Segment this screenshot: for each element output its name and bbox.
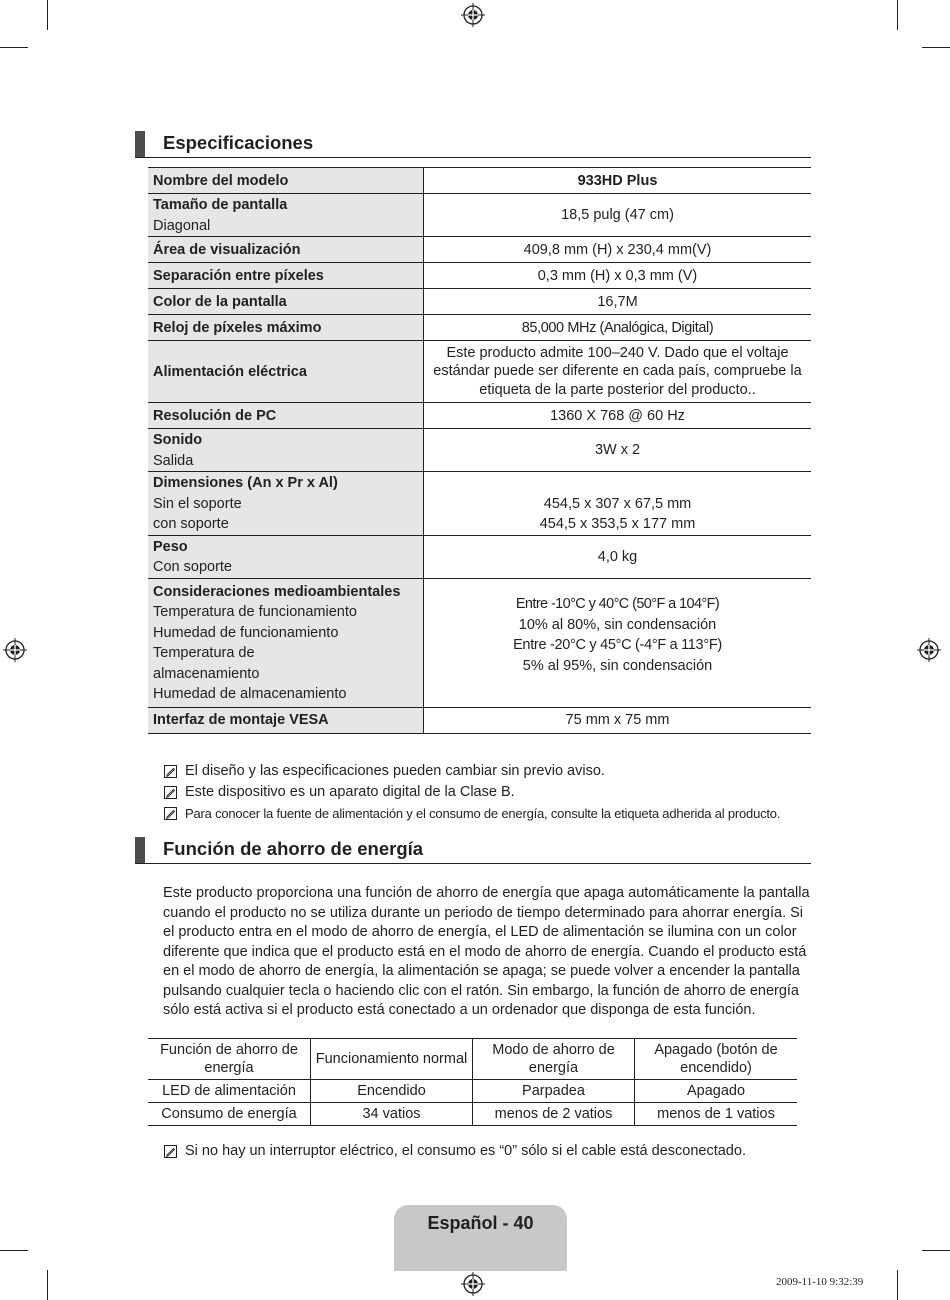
table-row (148, 263, 811, 289)
table-header-cell: Funcionamiento normal (311, 1039, 473, 1080)
note-icon (164, 765, 177, 778)
specs-heading: Especificaciones (163, 132, 314, 153)
registration-mark-icon (3, 638, 27, 662)
table-row (148, 578, 811, 707)
table-cell: Consumo de energía (148, 1103, 311, 1126)
print-timestamp: 2009-11-10 9:32:39 (776, 1276, 864, 1288)
note-text: Para conocer la fuente de alimentación y el consumo de energía, consulte la etiqueta adherida al producto. (185, 806, 781, 821)
page-number-tab (394, 1205, 567, 1271)
spec-label: Color de la pantalla (153, 293, 287, 310)
section-bar (135, 131, 145, 157)
note-icon (164, 807, 177, 820)
note-item (164, 1143, 746, 1159)
table-cell: LED de alimentación (148, 1080, 311, 1103)
table-row (148, 341, 811, 403)
note-icon (164, 786, 177, 799)
table-row (148, 535, 811, 578)
registration-mark-icon (461, 1272, 485, 1296)
registration-mark-icon (461, 3, 485, 27)
crop-mark (0, 47, 28, 48)
note-icon (164, 1145, 177, 1158)
crop-mark (897, 0, 898, 30)
spec-value: Este producto admite 100–240 V. Dado que el voltaje estándar puede ser diferente en cada país, compruebe la etiqueta de la parte posterior del producto.. (424, 341, 812, 403)
table-row (148, 1039, 797, 1080)
spec-label: Interfaz de montaje VESA (153, 712, 329, 729)
note-text: Si no hay un interruptor eléctrico, el consumo es “0” sólo si el cable está desconectado. (185, 1143, 746, 1159)
table-row (148, 315, 811, 341)
spec-label: Nombre del modelo (153, 172, 289, 189)
spec-value: 933HD Plus (577, 172, 658, 189)
table-row (148, 429, 811, 472)
spec-value: Entre -20°C y 45°C (-4°F a 113°F) (513, 637, 722, 653)
power-saving-table (148, 1038, 797, 1126)
spec-label: Alimentación eléctrica (153, 363, 307, 380)
spec-sublabel: Humedad de funcionamiento (153, 624, 339, 641)
spec-value: Entre -10°C y 40°C (50°F a 104°F) (515, 596, 720, 612)
spec-sublabel: Sin el soporte (153, 495, 242, 512)
spec-value: 409,8 mm (H) x 230,4 mm(V) (424, 237, 812, 263)
spec-sublabel: Humedad de almacenamiento (153, 686, 347, 702)
spec-sublabel: Con soporte (153, 559, 232, 575)
note-text: Este dispositivo es un aparato digital de la Clase B. (185, 784, 515, 800)
crop-mark (47, 1270, 48, 1300)
spec-label: Peso (153, 538, 188, 555)
note-item (164, 763, 605, 779)
spec-label: Separación entre píxeles (153, 267, 324, 284)
table-cell: Parpadea (473, 1080, 635, 1103)
section-bar (135, 837, 145, 863)
spec-value: 85,000 MHz (Analógica, Digital) (424, 315, 812, 341)
spec-sublabel: Salida (153, 452, 194, 469)
table-cell: Apagado (635, 1080, 798, 1103)
spec-value: 0,3 mm (H) x 0,3 mm (V) (424, 263, 812, 289)
spec-sublabel: Diagonal (153, 217, 211, 234)
table-header-cell: Apagado (botón de encendido) (635, 1039, 798, 1080)
table-cell: Encendido (311, 1080, 473, 1103)
spec-value: 4,0 kg (424, 535, 812, 578)
power-saving-paragraph: Este producto proporciona una función de ahorro de energía que apaga automáticamente la pantalla cuando el producto no se utiliza durante un periodo de tiempo determinado para ahorrar energía. Si el producto entra en el modo de ahorro de energía, el LED de alimentación se ilumina con un color diferente que indica que el producto está en el modo de ahorro de energía. Cuando el producto está en el modo de ahorro de energía, la alimentación se apaga; se puede volver a encender la pantalla pulsando cualquier tecla o haciendo clic con el ratón. Sin embargo, la función de ahorro de energía sólo está activa si el producto está conectado a un ordenador que disponga de esta función. (163, 885, 810, 1018)
page-label: Español - 40 (427, 1213, 534, 1233)
table-row (148, 472, 811, 536)
table-cell: menos de 1 vatios (635, 1103, 798, 1126)
crop-mark (47, 0, 48, 30)
spec-value: 18,5 pulg (47 cm) (424, 194, 812, 237)
note-text: El diseño y las especificaciones pueden cambiar sin previo aviso. (185, 763, 605, 779)
spec-label: Área de visualización (153, 241, 301, 258)
power-saving-section-header (135, 837, 811, 864)
spec-value: 3W x 2 (424, 429, 812, 472)
note-item (164, 784, 515, 800)
spec-value: 454,5 x 353,5 x 177 mm (539, 516, 696, 532)
spec-value: 5% al 95%, sin condensación (522, 657, 713, 674)
crop-mark (0, 1250, 28, 1251)
spec-label: Reloj de píxeles máximo (153, 319, 322, 336)
table-row (148, 403, 811, 429)
spec-value: 10% al 80%, sin condensación (518, 616, 717, 633)
specs-table (148, 167, 811, 734)
table-row (148, 194, 811, 237)
spec-label: Consideraciones medioambientales (153, 583, 401, 600)
spec-label: Resolución de PC (153, 407, 277, 424)
spec-sublabel: Temperatura de almacenamiento (153, 645, 260, 682)
table-header-cell: Modo de ahorro de energía (473, 1039, 635, 1080)
spec-sublabel: con soporte (153, 516, 229, 532)
table-row (148, 237, 811, 263)
spec-value: 454,5 x 307 x 67,5 mm (543, 495, 692, 512)
spec-label: Dimensiones (An x Pr x Al) (153, 475, 338, 491)
table-cell: menos de 2 vatios (473, 1103, 635, 1126)
crop-mark (922, 47, 950, 48)
spec-label: Sonido (153, 432, 203, 448)
registration-mark-icon (917, 638, 941, 662)
table-row (148, 168, 811, 194)
table-row (148, 1080, 797, 1103)
spec-sublabel: Temperatura de funcionamiento (153, 604, 357, 620)
table-cell: 34 vatios (311, 1103, 473, 1126)
table-row (148, 289, 811, 315)
table-row (148, 1103, 797, 1126)
spec-value: 16,7M (424, 289, 812, 315)
table-header-cell: Función de ahorro de energía (148, 1039, 311, 1080)
crop-mark (922, 1250, 950, 1251)
specs-section-header (135, 131, 811, 158)
power-saving-heading: Función de ahorro de energía (163, 838, 424, 859)
crop-mark (897, 1270, 898, 1300)
spec-value: 1360 X 768 @ 60 Hz (424, 403, 812, 429)
spec-label: Tamaño de pantalla (153, 197, 288, 213)
note-item (164, 806, 780, 821)
spec-value: 75 mm x 75 mm (424, 707, 812, 733)
table-row (148, 707, 811, 733)
